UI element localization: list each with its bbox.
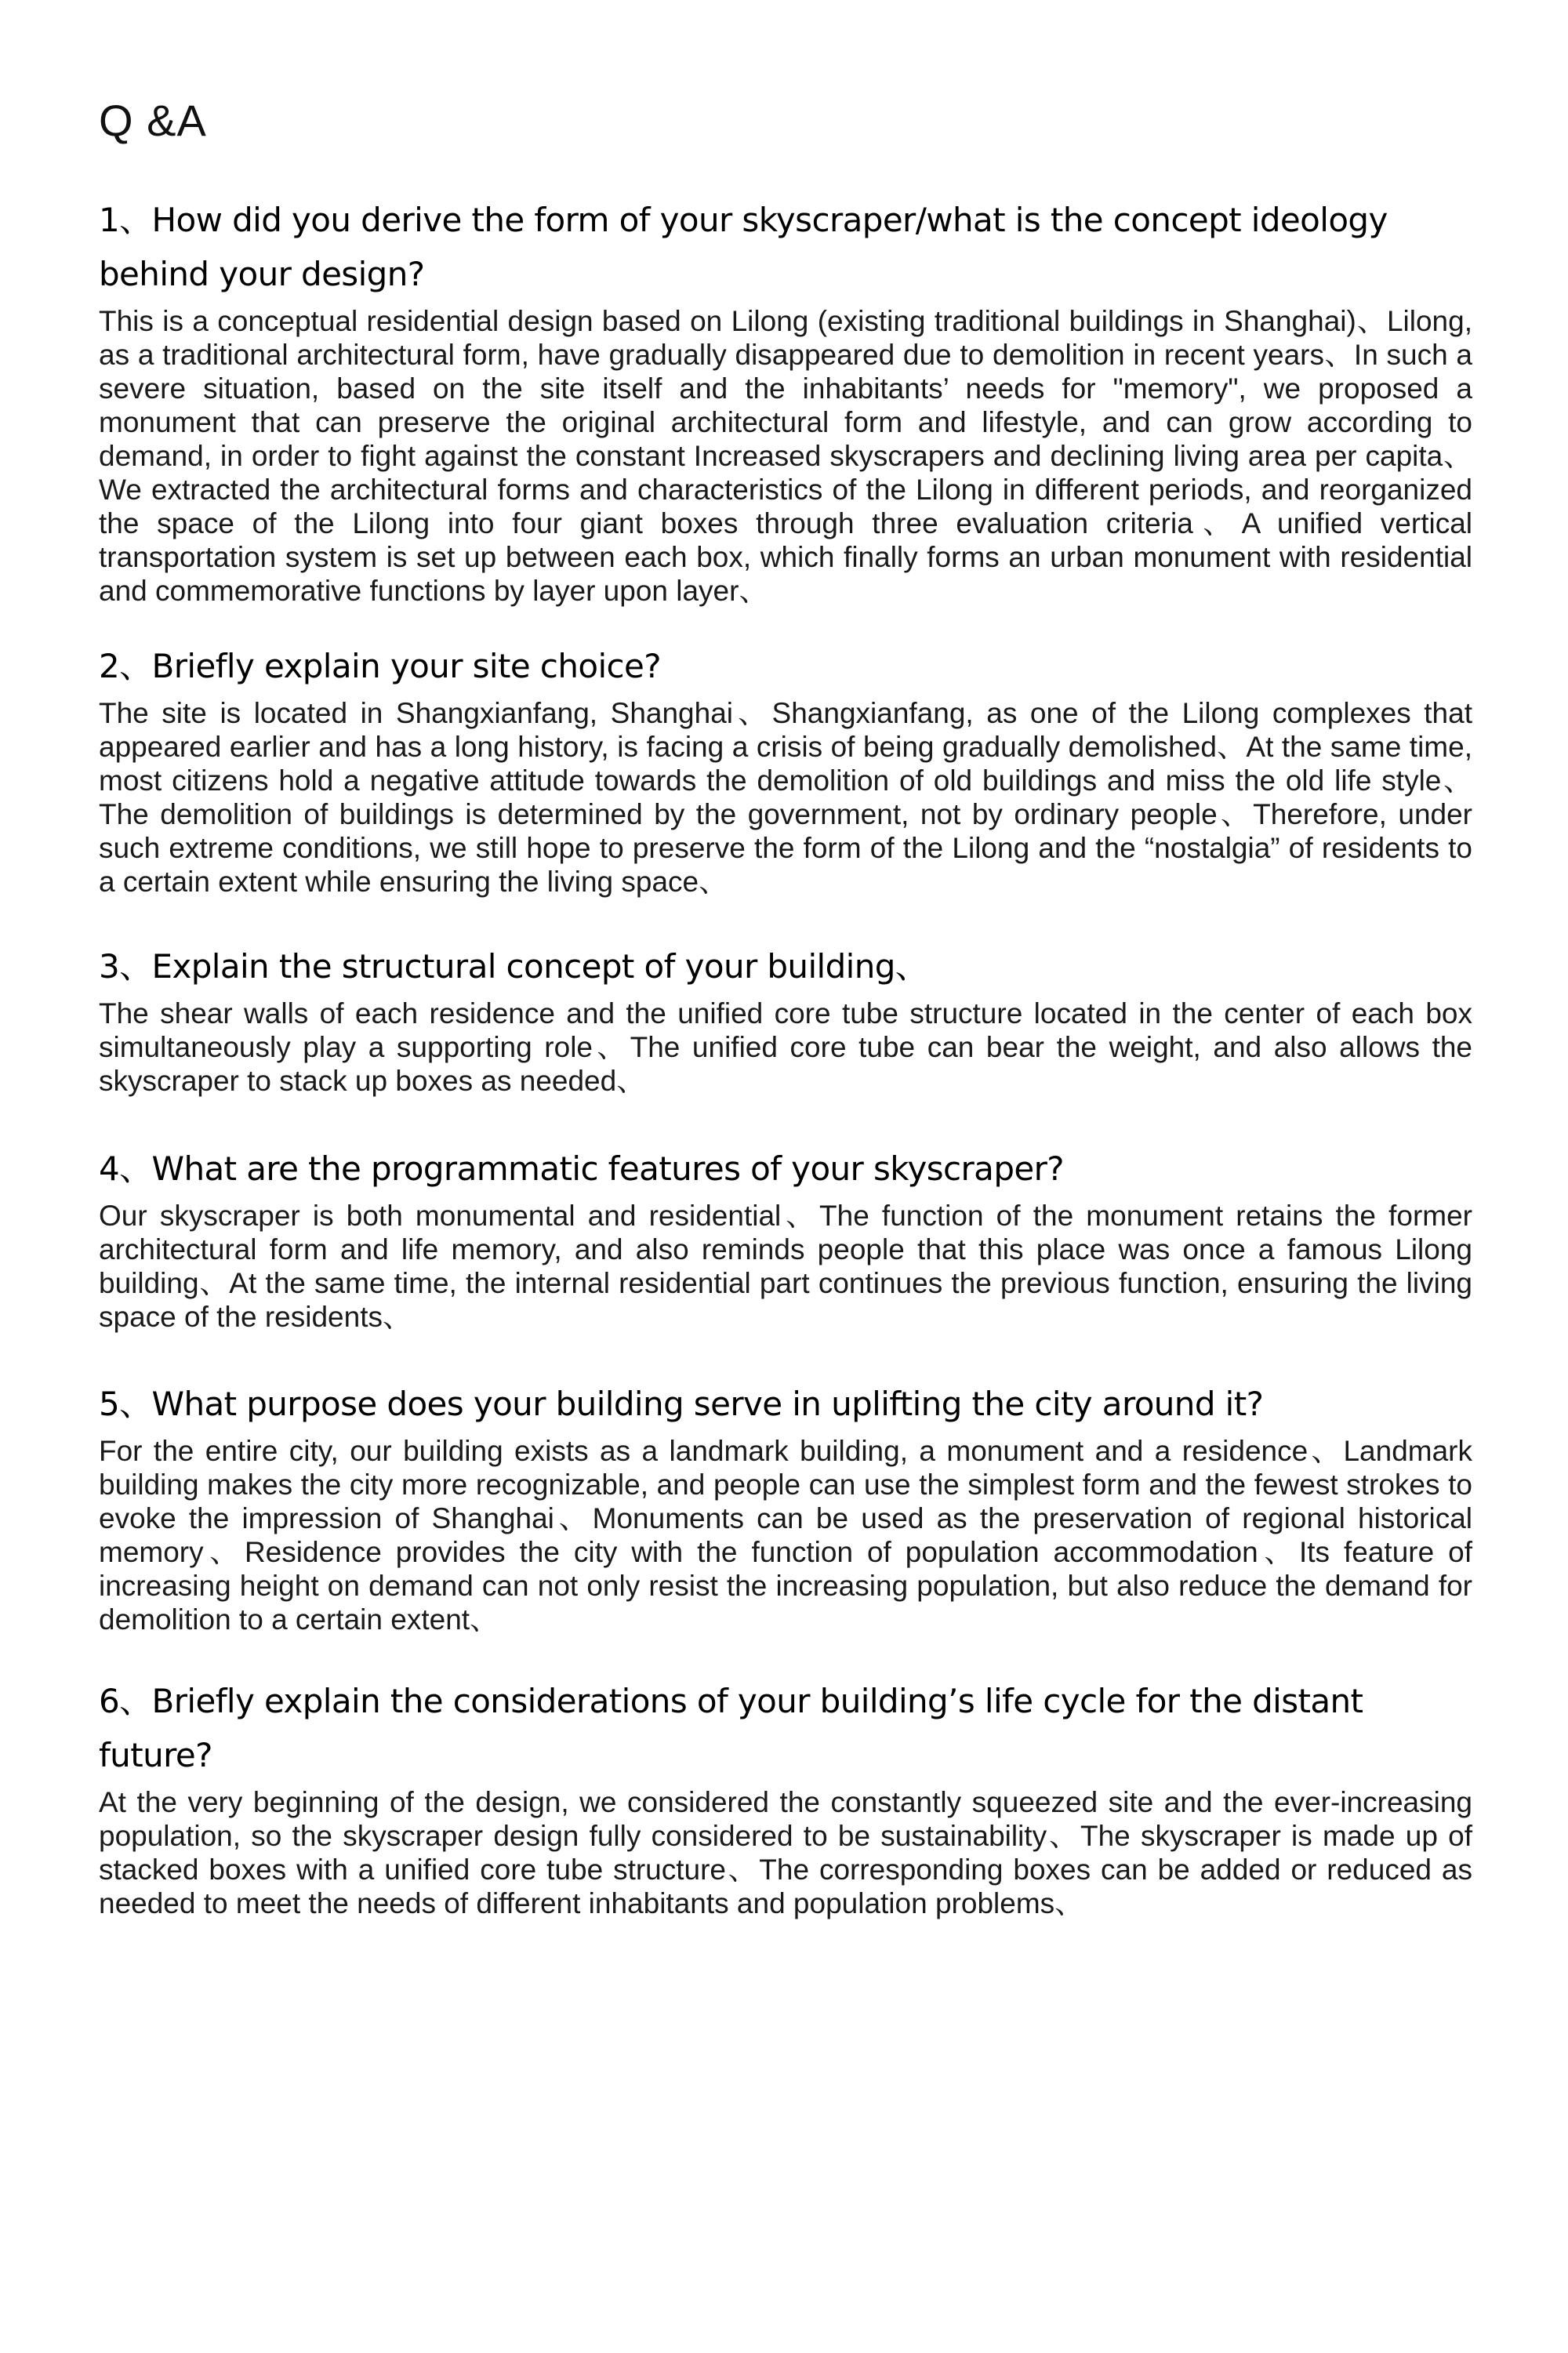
qa-item-4 <box>99 1142 1472 1334</box>
answer-3: The shear walls of each residence and the unified core tube structure located in the center of each box simultaneously play a supporting role、The unified core tube can bear the weight, and also allows the skyscraper to stack up boxes as needed、 <box>99 997 1472 1097</box>
qa-item-1 <box>99 193 1472 608</box>
qa-item-3 <box>99 939 1472 1098</box>
answer-5: For the entire city, our building exists as a landmark building, a monument and a residence、Landmark building makes the city more recognizable, and people can use the simplest form and the fewest strokes to evoke the impression of Shanghai、Monuments can be used as the preservation of regional historical memory、Residence provides the city with the function of population accommodation、Its feature of increasing height on demand can not only resist the increasing population, but also reduce the demand for demolition to a certain extent、 <box>99 1435 1472 1636</box>
question-3: 3、Explain the structural concept of your building、 <box>99 947 928 986</box>
qa-item-6 <box>99 1674 1472 1920</box>
question-2: 2、Briefly explain your site choice? <box>99 647 661 685</box>
answer-6: At the very beginning of the design, we considered the constantly squeezed site and the ever-increasing population, so the skyscraper design fully considered to be sustainability、The skyscraper is made up of stacked boxes with a unified core tube structure、The corresponding boxes can be added or reduced as needed to meet the needs of different inhabitants and population problems、 <box>99 1786 1472 1919</box>
question-1: 1、How did you derive the form of your skyscraper/what is the concept ideology behind your design? <box>99 201 1388 293</box>
qa-item-5 <box>99 1377 1472 1636</box>
answer-4: Our skyscraper is both monumental and residential、The function of the monument retains the former architectural form and life memory, and also reminds people that this place was once a famous Lilong building、At the same time, the internal residential part continues the previous function, ensuring the living space of the residents、 <box>99 1200 1472 1333</box>
qa-item-2 <box>99 639 1472 899</box>
answer-2: The site is located in Shangxianfang, Shanghai、Shangxianfang, as one of the Lilong complexes that appeared earlier and has a long history, is facing a crisis of being gradually demolished、At the same time, most citizens hold a negative attitude towards the demolition of old buildings and miss the old life style、The demolition of buildings is determined by the government, not by ordinary people、Therefore, under such extreme conditions, we still hope to preserve the form of the Lilong and the “nostalgia” of residents to a certain extent while ensuring the living space、 <box>99 697 1472 898</box>
question-6: 6、Briefly explain the considerations of your building’s life cycle for the distant future? <box>99 1682 1363 1774</box>
page-title: Q &A <box>99 96 207 145</box>
question-4: 4、What are the programmatic features of your skyscraper? <box>99 1149 1064 1188</box>
question-5: 5、What purpose does your building serve in uplifting the city around it? <box>99 1385 1264 1423</box>
answer-1: This is a conceptual residential design based on Lilong (existing traditional buildings in Shanghai)、Lilong, as a traditional architectural form, have gradually disappeared due to demolition in recent years、In such a severe situation, based on the site itself and the inhabitants’ needs for "memory", we proposed a monument that can preserve the original architectural form and lifestyle, and can grow according to demand, in order to fight against the constant Increased skyscrapers and declining living area per capita、We extracted the architectural forms and characteristics of the Lilong in different periods, and reorganized the space of the Lilong into four giant boxes through three evaluation criteria、A unified vertical transportation system is set up between each box, which finally forms an urban monument with residential and commemorative functions by layer upon layer、 <box>99 305 1472 607</box>
